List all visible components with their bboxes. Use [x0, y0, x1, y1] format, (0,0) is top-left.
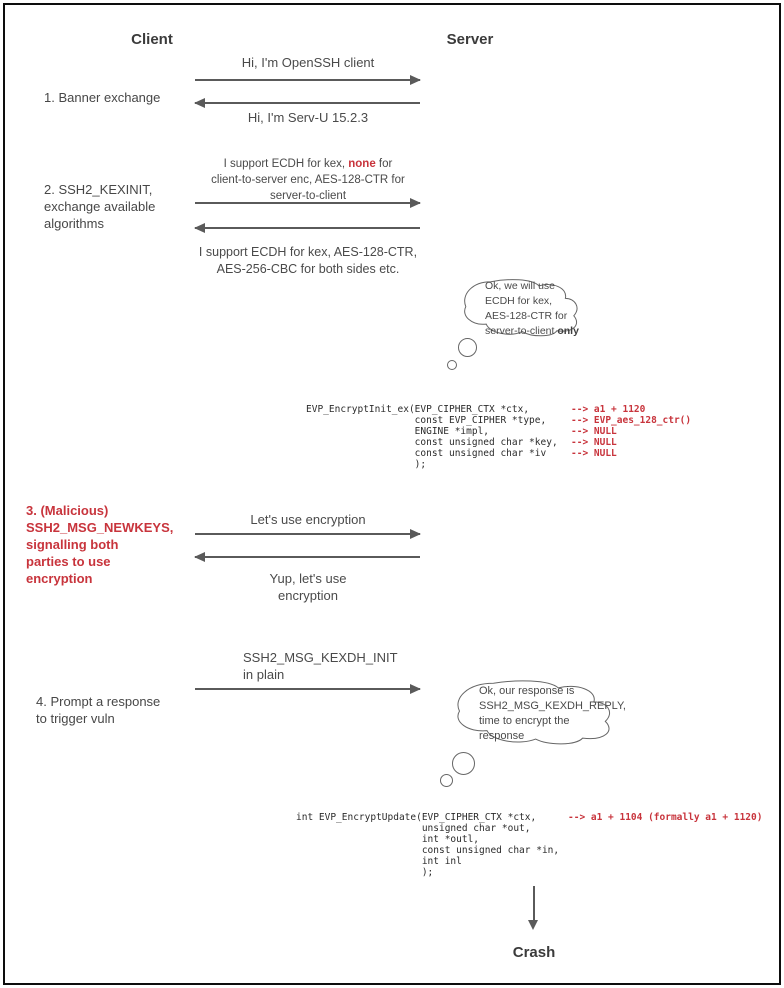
bubble-tail-circle-icon — [440, 774, 453, 787]
code-line — [296, 867, 559, 878]
step2-label-line: 2. SSH2_KEXINIT, — [44, 182, 153, 197]
code-line — [306, 404, 646, 415]
newkeys-arrow-client-to-server — [195, 533, 420, 535]
arrowhead-right-icon — [410, 198, 421, 208]
arrowhead-left-icon — [194, 98, 205, 108]
kexdh-arrow-client-to-server — [195, 688, 420, 690]
thought-line: SSH2_MSG_KEXDH_REPLY, — [479, 700, 626, 712]
code-block-evp-encryptupdate — [296, 812, 763, 878]
thought-line: response — [479, 730, 525, 742]
kexinit-client-message — [195, 156, 421, 204]
arrowhead-left-icon — [194, 552, 205, 562]
client-column-header: Client — [131, 31, 173, 48]
step4-label-line: to trigger vuln — [36, 711, 115, 726]
code-text: const unsigned char *key, — [306, 437, 558, 448]
code-annotation: --> NULL — [571, 437, 617, 448]
arrowhead-right-icon — [410, 529, 421, 539]
kexinit-arrow-server-to-client — [195, 227, 420, 229]
step3-label-line: parties to use — [26, 554, 111, 569]
kexdh-init-message — [243, 649, 443, 683]
code-text: ENGINE *impl, — [306, 426, 490, 437]
code-line — [296, 812, 763, 823]
code-line — [296, 845, 559, 856]
kexdh-message-line: SSH2_MSG_KEXDH_INIT — [243, 650, 398, 665]
kexinit-arrow-client-to-server — [195, 202, 420, 204]
arrowhead-down-icon — [528, 920, 538, 930]
thought-line — [485, 324, 579, 339]
newkeys-server-message-line: Yup, let's use — [269, 571, 347, 586]
banner-arrow-server-to-client — [195, 102, 420, 104]
step3-label-line: encryption — [26, 571, 93, 586]
thought-line: time to encrypt the — [479, 715, 570, 727]
code-text: const unsigned char *iv — [306, 448, 547, 459]
step4-label — [36, 693, 160, 727]
code-text: const EVP_CIPHER *type, — [306, 415, 547, 426]
step3-label-line: signalling both — [26, 537, 119, 552]
banner-arrow-client-to-server — [195, 79, 420, 81]
code-text: ); — [296, 867, 434, 878]
crash-label: Crash — [512, 944, 556, 961]
step3-malicious-newkeys-label — [26, 502, 173, 587]
kexinit-server-message — [195, 244, 421, 278]
code-line — [306, 448, 617, 459]
kexinit-server-message-line: I support ECDH for kex, AES-128-CTR, — [198, 245, 418, 259]
thought-text: server-to-client — [485, 325, 558, 337]
code-annotation: --> EVP_aes_128_ctr() — [571, 415, 692, 426]
code-annotation: --> NULL — [571, 426, 617, 437]
step2-label — [44, 181, 155, 232]
code-text: const unsigned char *in, — [296, 845, 560, 856]
message-text: for — [375, 158, 393, 170]
arrowhead-left-icon — [194, 223, 205, 233]
message-text: I support ECDH for kex, — [223, 158, 349, 170]
newkeys-server-message — [195, 570, 421, 604]
code-annotation: --> NULL — [571, 448, 617, 459]
thought-line: Ok, we will use — [485, 280, 556, 292]
thought-bubble-2-text — [479, 684, 626, 744]
code-line — [296, 856, 559, 867]
step4-label-line: 4. Prompt a response — [36, 694, 161, 709]
arrowhead-right-icon — [410, 684, 421, 694]
bubble-tail-circle-icon — [447, 360, 457, 370]
thought-line: AES-128-CTR for — [485, 310, 568, 322]
kexinit-server-message-line: AES-256-CBC for both sides etc. — [216, 262, 400, 276]
server-column-header: Server — [446, 31, 494, 48]
bubble-tail-circle-icon — [452, 752, 475, 775]
code-block-evp-encryptinit — [306, 404, 692, 470]
newkeys-client-message: Let's use encryption — [250, 512, 366, 527]
code-line — [296, 823, 559, 834]
code-text: unsigned char *out, — [296, 823, 531, 834]
step1-label: 1. Banner exchange — [44, 90, 161, 105]
newkeys-arrow-server-to-client — [195, 556, 420, 558]
thought-line: ECDH for kex, — [485, 295, 553, 307]
step3-label-line: 3. (Malicious) — [26, 503, 109, 518]
code-text: ); — [306, 459, 427, 470]
kexdh-message-line: in plain — [243, 667, 285, 682]
code-annotation: --> a1 + 1120 — [571, 404, 646, 415]
kexinit-client-message-line: server-to-client — [269, 190, 347, 202]
code-text: int inl — [296, 856, 462, 867]
bubble-tail-circle-icon — [458, 338, 477, 357]
code-text: EVP_EncryptInit_ex(EVP_CIPHER_CTX *ctx, — [306, 404, 530, 415]
step2-label-line: algorithms — [44, 216, 104, 231]
code-text: int *outl, — [296, 834, 480, 845]
only-emphasis: only — [557, 325, 579, 337]
thought-line: Ok, our response is — [479, 685, 575, 697]
code-line — [306, 459, 558, 470]
thought-bubble-1-text — [485, 279, 579, 339]
step3-label-line: SSH2_MSG_NEWKEYS, — [26, 520, 174, 535]
banner-server-message: Hi, I'm Serv-U 15.2.3 — [247, 110, 369, 125]
arrowhead-right-icon — [410, 75, 421, 85]
code-text: int EVP_EncryptUpdate(EVP_CIPHER_CTX *ctx, — [296, 812, 537, 823]
step2-label-line: exchange available — [44, 199, 156, 214]
kexinit-client-message-line: client-to-server enc, AES-128-CTR for — [211, 174, 405, 186]
newkeys-server-message-line: encryption — [278, 588, 338, 603]
code-line — [306, 437, 617, 448]
code-line — [306, 426, 617, 437]
none-cipher-highlight: none — [348, 158, 376, 170]
code-annotation: --> a1 + 1104 (formally a1 + 1120) — [568, 812, 763, 823]
code-line — [296, 834, 559, 845]
crash-arrow — [533, 886, 535, 920]
banner-client-message: Hi, I'm OpenSSH client — [241, 55, 375, 70]
code-line — [306, 415, 692, 426]
kexinit-client-message-line — [195, 156, 421, 172]
